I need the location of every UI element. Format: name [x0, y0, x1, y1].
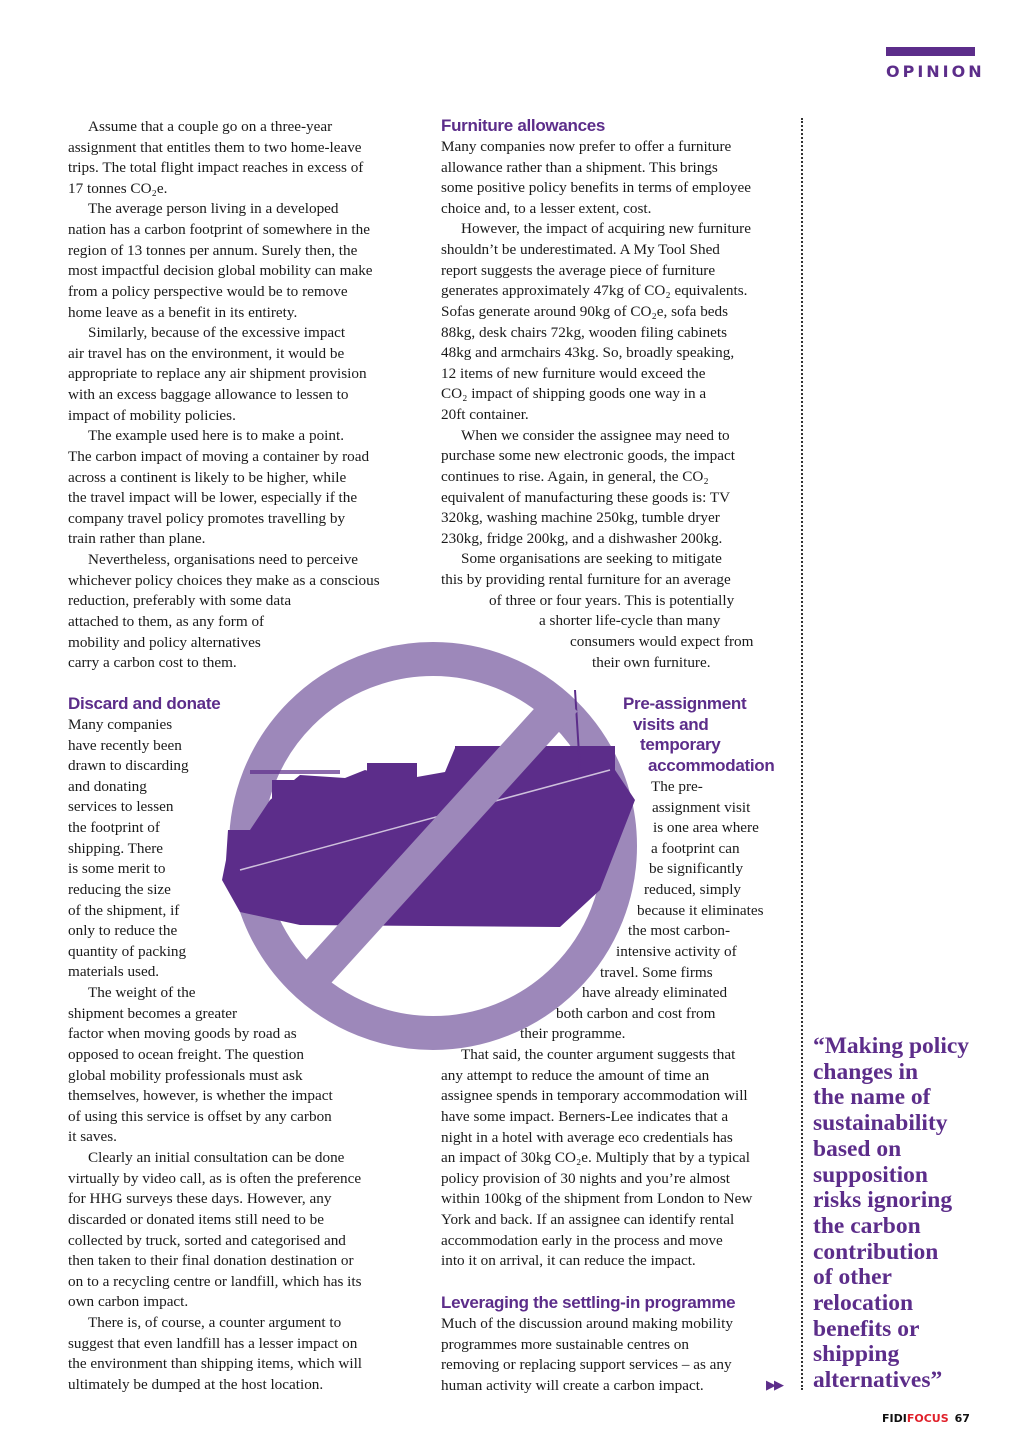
body-text-line: within 100kg of the shipment from London to New	[441, 1190, 753, 1208]
body-text-line: generates approximately 47kg of CO₂ equivalents.	[441, 282, 748, 300]
pull-quote-line: risks ignoring	[813, 1187, 953, 1214]
body-text-line: suggest that even landfill has a lesser impact on	[68, 1334, 358, 1352]
body-text-line: nation has a carbon footprint of somewhere in the	[68, 221, 370, 239]
body-text-line: shipping. There	[68, 839, 164, 857]
body-text-line: global mobility professionals must ask	[68, 1066, 303, 1084]
body-text-line: impact of mobility policies.	[68, 406, 236, 424]
section-heading: Pre-assignment	[623, 694, 747, 713]
body-text-line: continues to rise. Again, in general, the CO₂	[441, 467, 709, 485]
body-text-line: allowance rather than a shipment. This brings	[441, 158, 718, 176]
pull-quote-line: shipping	[813, 1341, 900, 1368]
body-text-line: their own furniture.	[592, 653, 711, 671]
body-text-line: consumers would expect from	[570, 632, 754, 650]
pull-quote-line: the name of	[813, 1084, 931, 1111]
body-text-line: virtually by video call, as is often the preference	[68, 1169, 362, 1187]
footer	[882, 1412, 970, 1425]
body-text-line: their programme.	[520, 1025, 626, 1043]
body-text-line: the most carbon-	[628, 922, 731, 940]
body-text-line: choice and, to a lesser extent, cost.	[441, 199, 652, 217]
body-text-line: assignee spends in temporary accommodation will	[441, 1087, 748, 1105]
body-text-line: some positive policy benefits in terms of employee	[441, 179, 752, 197]
body-text-line: Some organisations are seeking to mitigate	[461, 550, 722, 568]
body-text-line: 230kg, fridge 200kg, and a dishwasher 200kg.	[441, 529, 723, 547]
body-text-line: reduced, simply	[644, 881, 742, 899]
body-text-line: and donating	[68, 777, 147, 795]
section-heading: Discard and donate	[68, 694, 221, 713]
body-text-line: The example used here is to make a point.	[88, 427, 344, 445]
body-text-line: When we consider the assignee may need to	[461, 426, 730, 444]
body-text-line: whichever policy choices they make as a conscious	[68, 571, 380, 589]
body-text-line: a shorter life-cycle than many	[539, 612, 721, 630]
body-text-line: into it on arrival, it can reduce the impact.	[441, 1252, 696, 1270]
body-text-line: intensive activity of	[616, 942, 737, 960]
body-text-line: Similarly, because of the excessive impact	[88, 324, 346, 342]
body-text-line: services to lessen	[68, 798, 174, 816]
body-text-line: have some impact. Berners-Lee indicates that a	[441, 1107, 729, 1125]
body-text-line: reduction, preferably with some data	[68, 592, 292, 610]
body-text-line: human activity will create a carbon impact.	[441, 1376, 704, 1394]
body-text-line: 320kg, washing machine 250kg, tumble dryer	[441, 509, 720, 527]
body-text-line: from a policy perspective would be to remove	[68, 282, 348, 300]
body-text-line: trips. The total flight impact reaches in excess of	[68, 159, 364, 177]
body-text-line: materials used.	[68, 963, 160, 981]
body-text-line: Many companies	[68, 716, 173, 733]
body-text-line: mobility and policy alternatives	[68, 633, 261, 651]
body-text-line: policy provision of 30 nights and you’re almost	[441, 1169, 730, 1187]
body-text-line: opposed to ocean freight. The question	[68, 1045, 304, 1063]
body-text-line: train rather than plane.	[68, 530, 206, 548]
continue-arrow-icon: ▶▶	[766, 1377, 782, 1392]
brand-focus: FOCUS	[906, 1412, 949, 1425]
body-text-line: reducing the size	[68, 880, 171, 898]
body-text-line: 88kg, desk chairs 72kg, wooden filing cabinets	[441, 323, 727, 341]
body-text-line: report suggests the average piece of furniture	[441, 261, 716, 279]
page-number: 67	[954, 1412, 970, 1425]
body-text-line: programmes more sustainable centres on	[441, 1335, 689, 1353]
body-text-line: collected by truck, sorted and categorised and	[68, 1231, 346, 1249]
body-text-line: accommodation early in the process and move	[441, 1231, 723, 1249]
body-text-line: with an excess baggage allowance to lessen to	[68, 386, 349, 404]
body-text-line: company travel policy promotes travelling by	[68, 509, 346, 527]
body-text-line: Nevertheless, organisations need to perceive	[88, 551, 359, 569]
body-text-line: air travel has on the environment, it would be	[68, 344, 345, 362]
body-text-line: drawn to discarding	[68, 757, 189, 775]
body-text-line: However, the impact of acquiring new furniture	[461, 220, 751, 238]
body-text-line: attached to them, as any form of	[68, 612, 265, 630]
pull-quote-line: sustainability	[813, 1110, 948, 1137]
body-text-line: then taken to their final donation destination or	[68, 1252, 354, 1270]
pull-quote-line: of other	[813, 1264, 892, 1291]
body-text-line: assignment visit	[652, 798, 751, 816]
body-text-line: York and back. If an assignee can identify rental	[441, 1211, 735, 1229]
body-text-line: the footprint of	[68, 819, 160, 837]
body-text-line: quantity of packing	[68, 942, 187, 960]
body-text-line: is one area where	[653, 819, 759, 837]
body-text-line: own carbon impact.	[68, 1293, 189, 1311]
body-text-line: both carbon and cost from	[556, 1004, 716, 1022]
body-text-line: of the shipment, if	[68, 901, 180, 919]
body-text-line: have already eliminated	[582, 984, 728, 1002]
body-text-line: 48kg and armchairs 43kg. So, broadly speaking,	[441, 344, 735, 362]
body-text-line: themselves, however, is whether the impact	[68, 1087, 333, 1105]
pull-quote-line: alternatives”	[813, 1367, 943, 1394]
pull-quote-line: contribution	[813, 1238, 939, 1265]
section-heading: accommodation	[648, 756, 775, 776]
body-text-line: discarded or donated items still need to be	[68, 1210, 325, 1228]
pull-quote-line: relocation	[813, 1290, 914, 1316]
section-heading: Leveraging the settling-in programme	[441, 1293, 736, 1312]
body-text-line: home leave as a benefit in its entirety.	[68, 303, 298, 321]
body-text-line: carry a carbon cost to them.	[68, 654, 237, 672]
pull-quote-line: changes in	[813, 1058, 919, 1085]
body-text-line: The weight of the	[88, 984, 196, 1002]
body-text-line: region of 13 tonnes per annum. Surely then, the	[68, 241, 358, 259]
body-text-line: for HHG surveys these days. However, any	[68, 1190, 332, 1208]
body-text-line: the travel impact will be lower, especially if the	[68, 489, 358, 507]
section-heading: visits and	[633, 714, 709, 734]
body-text-line: only to reduce the	[68, 922, 178, 940]
body-text-line: any attempt to reduce the amount of time an	[441, 1066, 710, 1084]
section-heading: temporary	[640, 735, 721, 755]
body-text-line: assignment that entitles them to two home-leave	[68, 138, 362, 156]
body-text-line: factor when moving goods by road as	[68, 1025, 297, 1043]
body-text-line: across a continent is likely to be higher, while	[68, 468, 347, 486]
pull-quote-line: the carbon	[813, 1212, 921, 1239]
body-text-line: travel. Some firms	[600, 963, 713, 981]
body-text-line: appropriate to replace any air shipment provision	[68, 365, 367, 383]
pull-quote-line: based on	[813, 1135, 902, 1162]
pull-quote-line: “Making policy	[813, 1033, 970, 1059]
body-text-line: 20ft container.	[441, 406, 529, 424]
body-text-line: 17 tonnes CO₂e.	[68, 179, 168, 197]
body-text-line: an impact of 30kg CO₂e. Multiply that by a typical	[441, 1149, 750, 1167]
body-text-line: That said, the counter argument suggests that	[461, 1046, 736, 1064]
body-text-line: Assume that a couple go on a three-year	[88, 118, 333, 135]
body-text-line: The pre-	[651, 778, 703, 795]
body-text-line: night in a hotel with average eco credentials has	[441, 1128, 733, 1146]
body-text-line: Much of the discussion around making mobility	[441, 1315, 733, 1332]
body-text-line: a footprint can	[651, 839, 740, 857]
body-text-line: of using this service is offset by any carbon	[68, 1107, 332, 1125]
body-text-line: There is, of course, a counter argument to	[88, 1313, 342, 1331]
body-text-line: of three or four years. This is potentially	[489, 591, 735, 609]
body-text-line: removing or replacing support services – as any	[441, 1356, 732, 1374]
body-text-line: most impactful decision global mobility can make	[68, 262, 373, 280]
brand-fidi: FIDI	[882, 1412, 907, 1425]
section-heading: Furniture allowances	[441, 116, 606, 135]
pull-quote-line: supposition	[813, 1161, 928, 1188]
body-text-line: this by providing rental furniture for an average	[441, 571, 731, 589]
body-text-line: CO₂ impact of shipping goods one way in a	[441, 385, 707, 403]
body-text-line: 12 items of new furniture would exceed the	[441, 364, 706, 382]
body-text-line: purchase some new electronic goods, the impact	[441, 447, 735, 465]
body-text-line: The carbon impact of moving a container by road	[68, 447, 370, 465]
body-text-line: Clearly an initial consultation can be done	[88, 1149, 345, 1167]
section-label: OPINION	[886, 62, 985, 81]
body-text-line: is some merit to	[68, 860, 166, 878]
body-text-line: it saves.	[68, 1128, 117, 1146]
body-text-line: shouldn’t be underestimated. A My Tool Shed	[441, 241, 720, 259]
body-text-line: shipment becomes a greater	[68, 1004, 238, 1022]
pull-quote-line: benefits or	[813, 1315, 920, 1342]
body-text-line: the environment than shipping items, which will	[68, 1355, 363, 1373]
body-text-line: Sofas generate around 90kg of CO₂e, sofa beds	[441, 302, 729, 320]
body-text-line: The average person living in a developed	[88, 200, 339, 218]
body-text-line: ultimately be dumped at the host location.	[68, 1375, 324, 1393]
body-text-line: equivalent of manufacturing these goods is: TV	[441, 488, 731, 506]
body-text-line: be significantly	[649, 860, 744, 878]
body-text-line: Many companies now prefer to offer a furniture	[441, 138, 732, 155]
body-text-line: on to a recycling centre or landfill, which has its	[68, 1272, 362, 1290]
body-text-line: have recently been	[68, 736, 182, 754]
body-text-line: because it eliminates	[637, 901, 764, 919]
